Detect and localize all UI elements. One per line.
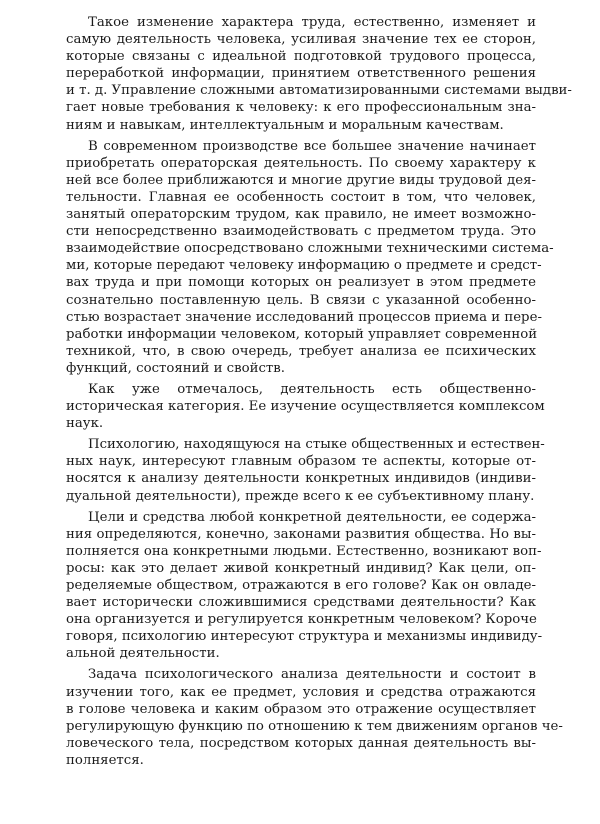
- text-line: и т. д. Управление сложными автоматизированными системами выдви-: [66, 83, 572, 99]
- text-line: переработкой информации, принятием ответственного решения: [66, 66, 536, 82]
- paragraph-2: [66, 138, 554, 377]
- text-line: альной деятельности.: [66, 646, 220, 662]
- text-line: росы: как это делает живой конкретный индивид? Как цели, оп-: [66, 560, 536, 576]
- text-line: взаимодействие опосредствовано сложными техническими система-: [66, 241, 554, 257]
- text-line: полняется она конкретными людьми. Естественно, возникают воп-: [66, 543, 542, 559]
- text-line: сознательно поставленную цель. В связи с указанной особенно-: [66, 292, 536, 308]
- text-line: ловеческого тела, посредством которых данная деятельность вы-: [66, 735, 536, 751]
- text-line: изучении того, как ее предмет, условия и средства отражаются: [66, 684, 536, 700]
- paragraph-4: [66, 436, 545, 504]
- text-line: Цели и средства любой конкретной деятельности, ее содержа-: [88, 509, 536, 525]
- text-line: в голове человека и каким образом это отражение осуществляет: [66, 701, 536, 717]
- text-line: Задача психологического анализа деятельности и состоит в: [88, 667, 536, 683]
- text-line: историческая категория. Ее изучение осуществляется комплексом: [66, 399, 545, 415]
- text-line: дуальной деятельности), прежде всего к ее субъективному плану.: [66, 488, 535, 504]
- text-line: приобретать операторская деятельность. По своему характеру к: [66, 155, 536, 171]
- text-line: занятый операторским трудом, как правило, не имеет возможно-: [66, 207, 536, 223]
- text-line: работки информации человеком, который управляет современной: [66, 326, 538, 342]
- paragraph-6: [66, 666, 563, 769]
- document-page: [66, 14, 572, 773]
- text-line: наук.: [66, 416, 104, 432]
- paragraph-5: [66, 509, 543, 663]
- text-line: тельности. Главная ее особенность состоит в том, что человек,: [66, 189, 536, 205]
- text-line: ми, которые передают человеку информацию о предмете и средст-: [66, 258, 542, 274]
- text-line: ределяемые обществом, отражаются в его голове? Как он овладе-: [66, 578, 536, 593]
- text-line: В современном производстве все большее значение начинает: [88, 138, 536, 154]
- text-line: которые связаны с идеальной подготовкой трудового процесса,: [66, 49, 536, 65]
- paragraph-1: [66, 14, 572, 134]
- text-line: вает исторически сложившимися средствами деятельности? Как: [66, 595, 536, 611]
- text-line: Такое изменение характера труда, естественно, изменяет и: [88, 15, 536, 30]
- text-line: носятся к анализу деятельности конкретных индивидов (индиви-: [66, 471, 536, 487]
- text-line: самую деятельность человека, усиливая значение тех ее сторон,: [66, 32, 536, 48]
- text-line: она организуется и регулируется конкретным человеком? Короче: [66, 612, 537, 628]
- text-line: Психологию, находящуюся на стыке общественных и естествен-: [88, 437, 545, 453]
- text-line: ния определяются, конечно, законами развития общества. Но вы-: [66, 526, 536, 542]
- text-line: регулирующую функцию по отношению к тем движениям органов че-: [66, 718, 563, 734]
- text-line: техникой, что, в свою очередь, требует анализа ее психических: [66, 343, 536, 359]
- text-line: гает новые требования к человеку: к его профессиональным зна-: [66, 100, 536, 116]
- text-line: полняется.: [66, 752, 144, 768]
- text-line: функций, состояний и свойств.: [66, 360, 286, 376]
- text-line: ниям и навыкам, интеллектуальным и моральным качествам.: [66, 117, 504, 133]
- text-line: вах труда и при помощи которых он реализует в этом предмете: [66, 275, 536, 291]
- text-line: стью возрастает значение исследований процессов приема и пере-: [66, 309, 542, 325]
- text-line: ней все более приближаются и многие другие виды трудовой дея-: [66, 172, 536, 188]
- paragraph-3: [66, 381, 545, 432]
- text-line: сти непосредственно взаимодействовать с предметом труда. Это: [66, 224, 536, 240]
- text-line: ных наук, интересуют главным образом те аспекты, которые от-: [66, 454, 536, 470]
- text-line: Как уже отмечалось, деятельность есть общественно-: [88, 381, 536, 397]
- text-line: говоря, психологию интересуют структура и механизмы индивиду-: [66, 629, 543, 645]
